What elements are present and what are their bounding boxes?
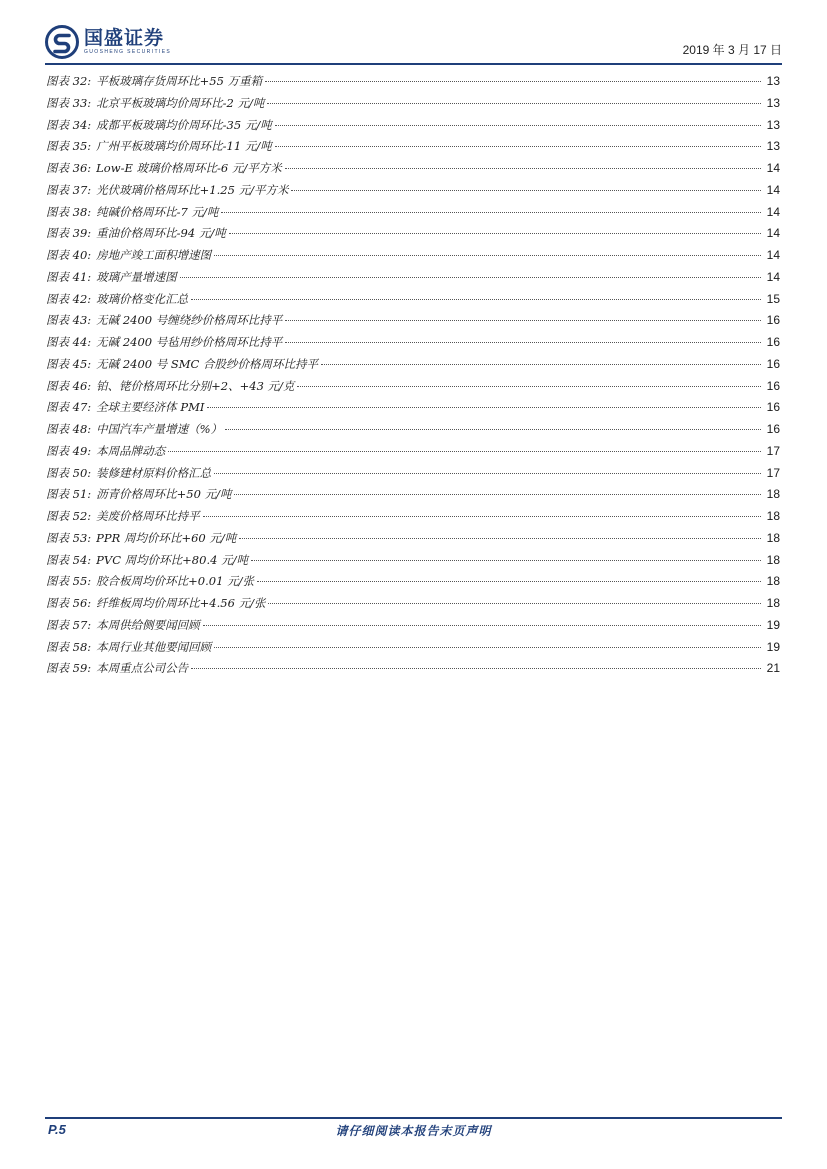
toc-entry-label: 图表 56: [46, 596, 92, 610]
toc-entry[interactable] [46, 615, 780, 637]
toc-entry[interactable] [46, 71, 780, 93]
toc-entry-page: 14 [766, 182, 780, 197]
toc-entry-page: 16 [766, 422, 780, 436]
toc-entry[interactable] [46, 419, 780, 441]
toc-leader-dots [285, 341, 761, 343]
toc-entry-label: 图表 37: [46, 182, 92, 197]
toc-entry-label: 图表 44: [46, 335, 92, 349]
toc-entry-label: 图表 49: [46, 443, 92, 458]
toc-entry-title: 重油价格周环比-94 元/吨 [96, 226, 226, 241]
toc-leader-dots [291, 189, 761, 191]
toc-entry-title: 无碱 2400 号缠绕纱价格周环比持平 [96, 313, 283, 328]
toc-entry-label: 图表 40: [46, 248, 92, 262]
toc-entry-page: 16 [766, 400, 780, 415]
toc-entry-page: 18 [766, 552, 780, 567]
toc-entry-page: 18 [766, 530, 780, 545]
toc-entry-page: 19 [766, 617, 780, 632]
toc-entry-title: 本周品牌动态 [96, 443, 166, 458]
toc-entry-label: 图表 32: [46, 74, 92, 88]
toc-leader-dots [275, 145, 761, 147]
toc-entry[interactable] [46, 289, 780, 311]
toc-leader-dots [214, 254, 761, 256]
toc-leader-dots [268, 602, 761, 604]
toc-leader-dots [321, 363, 761, 365]
toc-entry[interactable] [46, 658, 780, 680]
toc-entry-label: 图表 52: [46, 509, 92, 523]
toc-entry-page: 21 [766, 661, 780, 676]
toc-entry-title: 北京平板玻璃均价周环比-2 元/吨 [96, 95, 265, 110]
toc-entry[interactable] [46, 267, 780, 289]
toc-leader-dots [229, 232, 761, 234]
toc-entry-title: 装修建材原料价格汇总 [96, 465, 212, 480]
toc-entry[interactable] [46, 180, 780, 202]
toc-entry-page: 18 [766, 574, 780, 589]
toc-entry[interactable] [46, 158, 780, 180]
toc-entry-label: 图表 47: [46, 400, 92, 415]
toc-leader-dots [191, 667, 761, 669]
toc-entry-label: 图表 35: [46, 139, 92, 154]
toc-leader-dots [180, 276, 761, 278]
toc-entry-page: 16 [766, 313, 780, 328]
toc-entry[interactable] [46, 637, 780, 659]
toc-entry-title: 沥青价格周环比+50 元/吨 [96, 487, 232, 502]
toc-entry-page: 18 [766, 509, 780, 523]
toc-leader-dots [221, 211, 761, 213]
toc-entry-page: 17 [766, 443, 780, 458]
toc-entry[interactable] [46, 376, 780, 398]
toc-entry-label: 图表 57: [46, 617, 92, 632]
toc-entry-title: 本周重点公司公告 [96, 661, 189, 676]
toc-entry-label: 图表 45: [46, 356, 92, 371]
toc-entry-label: 图表 39: [46, 226, 92, 241]
toc-entry-page: 18 [766, 487, 780, 502]
toc-entry-label: 图表 42: [46, 291, 92, 306]
toc-entry-page: 13 [766, 74, 780, 88]
toc-leader-dots [214, 472, 761, 474]
toc-entry[interactable] [46, 593, 780, 615]
toc-entry-page: 16 [766, 335, 780, 349]
toc-leader-dots [275, 124, 761, 126]
toc-entry[interactable] [46, 484, 780, 506]
toc-entry-page: 14 [766, 161, 780, 175]
toc-leader-dots [285, 319, 761, 321]
toc-entry-label: 图表 41: [46, 269, 92, 284]
report-date: 2019 年 3 月 17 日 [682, 43, 782, 57]
toc-leader-dots [207, 406, 761, 408]
toc-entry[interactable] [46, 528, 780, 550]
toc-leader-dots [239, 537, 761, 539]
toc-entry[interactable] [46, 136, 780, 158]
toc-entry-title: 全球主要经济体 PMI [96, 400, 205, 415]
toc-entry-page: 16 [766, 378, 780, 393]
toc-entry[interactable] [46, 310, 780, 332]
toc-entry-title: 本周供给侧要闻回顾 [96, 617, 200, 632]
toc-entry-label: 图表 53: [46, 530, 92, 545]
toc-entry-title: 纯碱价格周环比-7 元/吨 [96, 204, 219, 219]
toc-entry[interactable] [46, 202, 780, 224]
toc-leader-dots [234, 493, 761, 495]
toc-entry-page: 14 [766, 269, 780, 284]
footer-divider [45, 1117, 782, 1119]
toc-entry-title: PPR 周均价环比+60 元/吨 [96, 530, 237, 545]
toc-entry-page: 16 [766, 356, 780, 371]
toc-entry-page: 14 [766, 204, 780, 219]
toc-entry-label: 图表 51: [46, 487, 92, 502]
toc-entry[interactable] [46, 506, 780, 528]
page-number: P.5 [48, 1122, 66, 1137]
toc-entry[interactable] [46, 93, 780, 115]
toc-entry-title: 中国汽车产量增速（%） [96, 422, 223, 436]
toc-entry-title: 玻璃产量增速图 [96, 269, 177, 284]
toc-entry-title: 胶合板周均价环比+0.01 元/张 [96, 574, 254, 589]
toc-entry-label: 图表 59: [46, 661, 92, 676]
toc-leader-dots [285, 167, 761, 169]
toc-entry[interactable] [46, 332, 780, 354]
toc-leader-dots [168, 450, 761, 452]
toc-entry[interactable] [46, 115, 780, 137]
toc-leader-dots [267, 102, 761, 104]
header-divider [45, 63, 782, 65]
toc-entry-title: 玻璃价格变化汇总 [96, 291, 189, 306]
toc-entry-label: 图表 48: [46, 422, 92, 436]
toc-entry[interactable] [46, 223, 780, 245]
toc-entry[interactable] [46, 354, 780, 376]
brand-logo-icon [45, 25, 79, 59]
toc-entry[interactable] [46, 550, 780, 572]
toc-leader-dots [265, 80, 761, 82]
brand-name-cn: 国盛证券 [84, 27, 165, 49]
toc-leader-dots [191, 298, 761, 300]
toc-entry-label: 图表 54: [46, 552, 92, 567]
brand-name-en: GUOSHENG SECURITIES [84, 49, 172, 55]
table-of-figures [46, 71, 780, 680]
toc-entry-page: 15 [766, 291, 780, 306]
toc-entry-page: 13 [766, 117, 780, 132]
toc-leader-dots [251, 559, 761, 561]
toc-entry[interactable] [46, 441, 780, 463]
toc-entry-title: 本周行业其他要闻回顾 [96, 639, 212, 654]
page-header [45, 22, 782, 64]
toc-entry-label: 图表 58: [46, 639, 92, 654]
toc-entry-title: 广州平板玻璃均价周环比-11 元/吨 [96, 139, 272, 154]
toc-entry-title: 铂、铑价格周环比分别+2、+43 元/克 [96, 378, 295, 393]
toc-entry-title: 房地产竣工面积增速图 [96, 248, 212, 262]
toc-entry-label: 图表 38: [46, 204, 92, 219]
toc-entry-page: 13 [766, 95, 780, 110]
toc-entry-page: 14 [766, 248, 780, 262]
toc-entry-title: PVC 周均价环比+80.4 元/吨 [96, 552, 248, 567]
toc-entry-label: 图表 50: [46, 465, 92, 480]
toc-entry-title: 无碱 2400 号 SMC 合股纱价格周环比持平 [96, 356, 319, 371]
toc-entry-label: 图表 34: [46, 117, 92, 132]
toc-entry-label: 图表 55: [46, 574, 92, 589]
toc-entry-page: 13 [766, 139, 780, 154]
disclaimer-notice: 请仔细阅读本报告末页声明 [335, 1124, 492, 1138]
toc-leader-dots [297, 385, 761, 387]
toc-entry-label: 图表 36: [46, 161, 92, 175]
toc-entry-title: 纤维板周均价周环比+4.56 元/张 [96, 596, 266, 610]
toc-entry-label: 图表 46: [46, 378, 92, 393]
toc-leader-dots [257, 580, 761, 582]
brand-logo [45, 24, 171, 60]
toc-entry[interactable] [46, 571, 780, 593]
toc-leader-dots [203, 515, 761, 517]
toc-leader-dots [203, 624, 761, 626]
toc-entry-page: 18 [766, 596, 780, 610]
toc-entry-label: 图表 33: [46, 95, 92, 110]
toc-entry-label: 图表 43: [46, 313, 92, 328]
toc-entry-page: 17 [766, 465, 780, 480]
toc-leader-dots [225, 428, 761, 430]
toc-entry-page: 19 [766, 639, 780, 654]
toc-entry-title: 平板玻璃存货周环比+55 万重箱 [96, 74, 263, 88]
toc-entry-title: 美废价格周环比持平 [96, 509, 200, 523]
toc-entry[interactable] [46, 397, 780, 419]
toc-entry-title: 光伏玻璃价格周环比+1.25 元/平方米 [96, 182, 289, 197]
toc-entry-title: 成都平板玻璃均价周环比-35 元/吨 [96, 117, 272, 132]
toc-entry-title: Low-E 玻璃价格周环比-6 元/平方米 [96, 161, 282, 175]
toc-entry-title: 无碱 2400 号毡用纱价格周环比持平 [96, 335, 283, 349]
toc-entry[interactable] [46, 463, 780, 485]
toc-leader-dots [214, 646, 761, 648]
toc-entry-page: 14 [766, 226, 780, 241]
toc-entry[interactable] [46, 245, 780, 267]
